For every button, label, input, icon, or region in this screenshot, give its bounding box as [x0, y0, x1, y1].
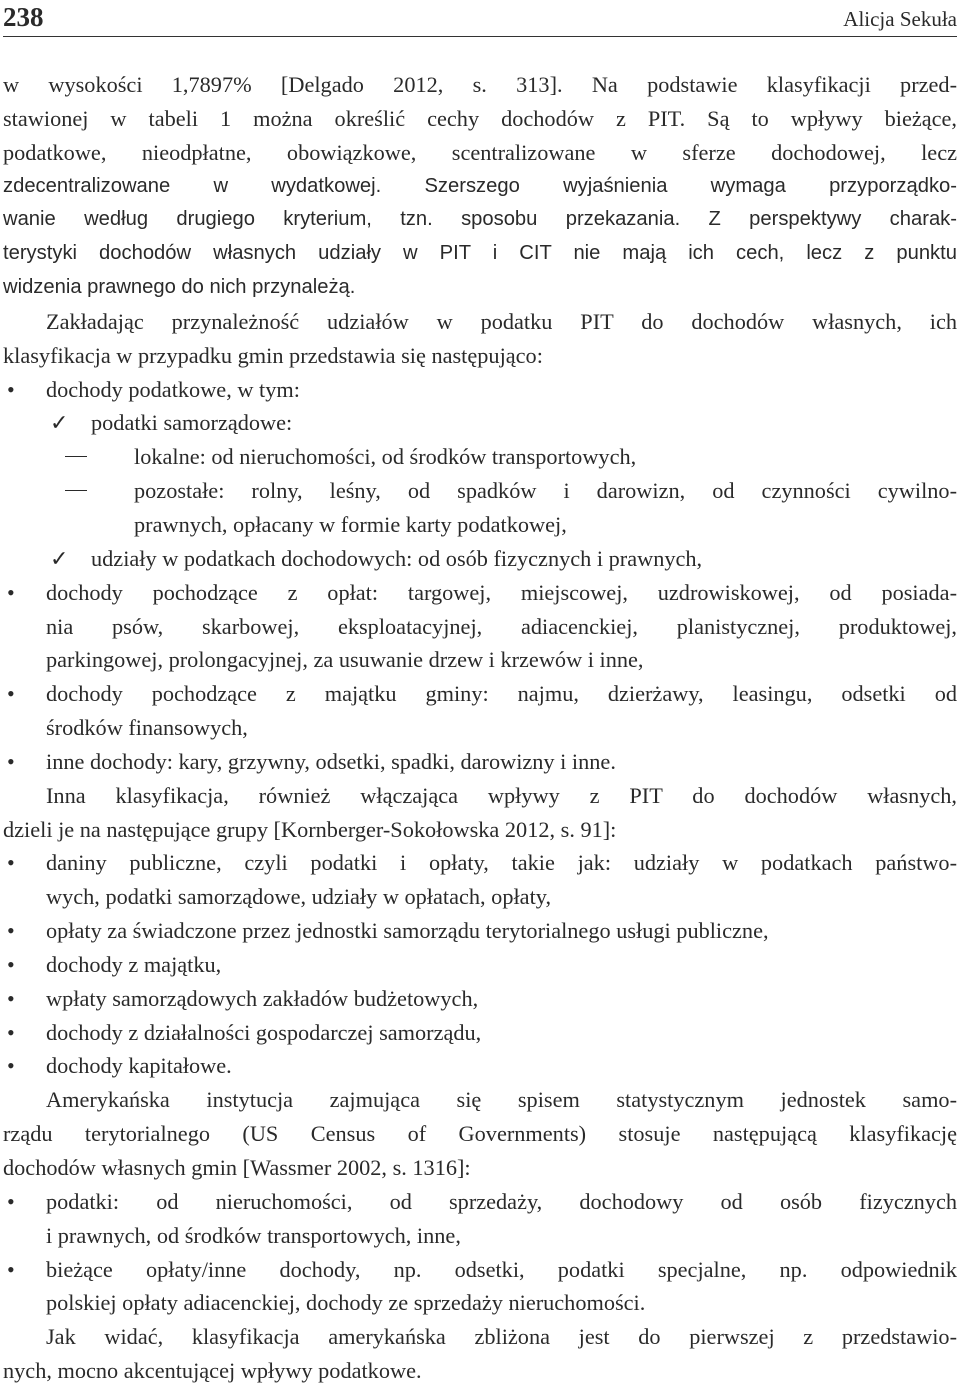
bullet-icon: •	[7, 1188, 15, 1214]
bullet-icon: •	[7, 376, 15, 402]
list-item	[3, 1049, 957, 1083]
list-item	[3, 406, 957, 440]
list-item-text: dochody pochodzące z majątku gminy: najmu, dzierżawy, leasingu, odsetki od	[46, 681, 957, 707]
list-item	[3, 373, 957, 407]
text-line: Zakładając przynależność udziałów w podatku PIT do dochodów własnych, ich	[46, 308, 957, 334]
text-line: wanie według drugiego kryterium, tzn. sposobu przekazania. Z perspektywy charak-	[3, 208, 957, 231]
bullet-icon: •	[7, 951, 15, 977]
list-item-text: dochody z działalności gospodarczej samorządu,	[46, 1019, 482, 1045]
list-item	[3, 914, 957, 948]
list-item	[3, 440, 957, 474]
list-item-text: inne dochody: kary, grzywny, odsetki, spadki, darowizny i inne.	[46, 748, 616, 774]
bullet-icon: •	[7, 985, 15, 1011]
list-item-continuation: wych, podatki samorządowe, udziały w opłatach, opłaty,	[46, 884, 552, 910]
list-item-text: dochody pochodzące z opłat: targowej, miejscowej, uzdrowiskowej, od posiada-	[46, 579, 957, 605]
text-line: rządu terytorialnego (US Census of Governments) stosuje następującą klasyfikację	[3, 1121, 957, 1147]
list-item	[3, 677, 957, 711]
list-item-text: daniny publiczne, czyli podatki i opłaty, takie jak: udziały w podatkach państwo-	[46, 850, 957, 876]
text-line: Jak widać, klasyfikacja amerykańska zbliżona jest do pierwszej z przedstawio-	[46, 1324, 957, 1350]
list-item-text: wpłaty samorządowych zakładów budżetowych,	[46, 985, 479, 1011]
list-item-text: pozostałe: rolny, leśny, od spadków i darowizn, od czynności cywilno-	[134, 478, 957, 504]
bullet-icon: •	[7, 681, 15, 707]
list-item-text: dochody podatkowe, w tym:	[46, 376, 300, 402]
text-line: Inna klasyfikacja, również włączająca wpływy z PIT do dochodów własnych,	[46, 782, 957, 808]
page-body	[3, 68, 957, 1388]
text-line: dzieli je na następujące grupy [Kornberger-Sokołowska 2012, s. 91]:	[3, 816, 617, 842]
list-item-text: bieżące opłaty/inne dochody, np. odsetki, podatki specjalne, np. odpowiednik	[46, 1256, 957, 1282]
list-item	[3, 1016, 957, 1050]
list-item	[3, 542, 957, 576]
list-item-continuation: środków finansowych,	[46, 715, 248, 741]
checkmark-icon: ✓	[50, 545, 69, 571]
list-item-text: podatki samorządowe:	[91, 410, 293, 436]
list-item-text: udziały w podatkach dochodowych: od osób fizycznych i prawnych,	[91, 545, 703, 571]
text-line: widzenia prawnego do nich przynależą.	[3, 276, 356, 299]
list-item	[3, 846, 957, 880]
bullet-icon: •	[7, 1019, 15, 1045]
bullet-icon: •	[7, 748, 15, 774]
page-header	[3, 0, 957, 37]
page-number: 238	[3, 2, 44, 32]
list-item-continuation: prawnych, opłacany w formie karty podatkowej,	[134, 511, 567, 537]
text-line: zdecentralizowane w wydatkowej. Szerszego wyjaśnienia wymaga przyporządko-	[3, 174, 957, 197]
text-line: klasyfikacja w przypadku gmin przedstawia się następująco:	[3, 342, 543, 368]
list-item-text: podatki: od nieruchomości, od sprzedaży, dochodowy od osób fizycznych	[46, 1188, 957, 1214]
running-author: Alicja Sekuła	[843, 7, 957, 31]
list-item	[3, 982, 957, 1016]
list-item-text: dochody kapitałowe.	[46, 1053, 232, 1079]
list-item-text: dochody z majątku,	[46, 951, 222, 977]
checkmark-icon: ✓	[50, 410, 69, 436]
bullet-icon: •	[7, 850, 15, 876]
list-item-continuation: nia psów, skarbowej, eksploatacyjnej, adiacenckiej, planistycznej, produktowej,	[46, 613, 957, 639]
text-line: terystyki dochodów własnych udziały w PIT i CIT nie mają ich cech, lecz z punktu	[3, 242, 957, 265]
list-item	[3, 948, 957, 982]
list-item	[3, 1253, 957, 1287]
list-item-continuation: i prawnych, od środków transportowych, inne,	[46, 1222, 461, 1248]
list-item	[3, 745, 957, 779]
dash-icon	[65, 490, 87, 491]
bullet-icon: •	[7, 918, 15, 944]
list-item	[3, 1185, 957, 1219]
list-item-text: lokalne: od nieruchomości, od środków transportowych,	[134, 444, 637, 470]
text-line: podatkowe, nieodpłatne, obowiązkowe, scentralizowane w sferze dochodowej, lecz	[3, 139, 957, 165]
list-item-text: opłaty za świadczone przez jednostki samorządu terytorialnego usługi publiczne,	[46, 918, 769, 944]
dash-icon	[65, 456, 87, 457]
list-item	[3, 474, 957, 508]
bullet-icon: •	[7, 1256, 15, 1282]
list-item-continuation: parkingowej, prolongacyjnej, za usuwanie drzew i krzewów i inne,	[46, 647, 644, 673]
text-line: stawionej w tabeli 1 można określić cechy dochodów z PIT. Są to wpływy bieżące,	[3, 105, 957, 131]
text-line: nych, mocno akcentującej wpływy podatkowe.	[3, 1358, 422, 1384]
bullet-icon: •	[7, 1053, 15, 1079]
list-item-continuation: polskiej opłaty adiacenckiej, dochody ze sprzedaży nieruchomości.	[46, 1290, 646, 1316]
text-line: Amerykańska instytucja zajmująca się spisem statystycznym jednostek samo-	[46, 1087, 957, 1113]
text-line: dochodów własnych gmin [Wassmer 2002, s. 1316]:	[3, 1155, 471, 1180]
list-item	[3, 576, 957, 610]
text-line: w wysokości 1,7897% [Delgado 2012, s. 313]. Na podstawie klasyfikacji przed-	[3, 72, 957, 97]
bullet-icon: •	[7, 579, 15, 605]
